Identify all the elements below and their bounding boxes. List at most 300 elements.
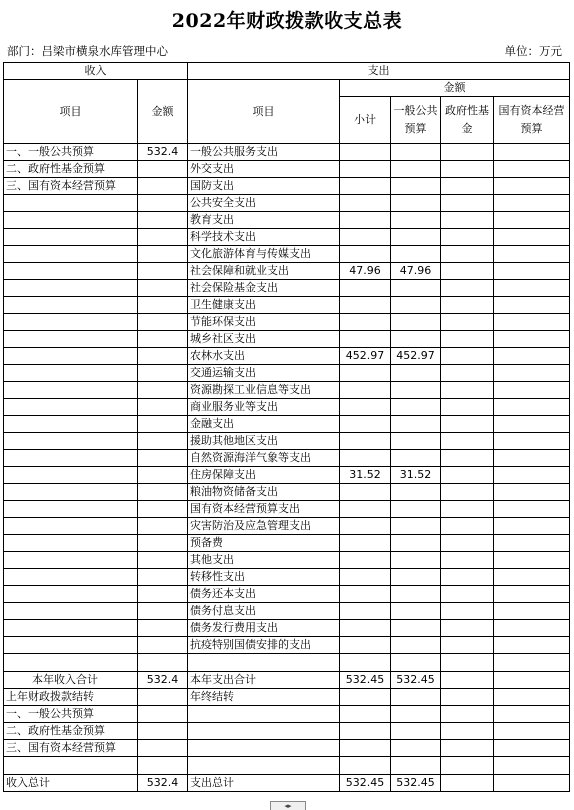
table-row (4, 178, 570, 195)
expense-general-cell (391, 195, 441, 212)
expense-subtotal-cell (340, 161, 391, 178)
income-amount-cell (138, 484, 188, 501)
income-item-cell (4, 518, 138, 535)
expense-general-cell (391, 603, 441, 620)
blank-cell (494, 689, 570, 706)
table-row (4, 433, 570, 450)
expense-capital-cell (494, 314, 570, 331)
expense-header: 支出 (188, 63, 570, 80)
blank-cell (441, 757, 494, 775)
expense-item-cell: 科学技术支出 (188, 229, 340, 246)
income-amount-cell (138, 535, 188, 552)
carryover-fund-row (4, 723, 570, 740)
blank-cell (494, 706, 570, 723)
expense-capital-cell (494, 569, 570, 586)
income-item-cell: 一、一般公共预算 (4, 144, 138, 161)
expense-item-header: 项目 (188, 80, 340, 144)
blank-cell (441, 672, 494, 689)
expense-fund-cell (441, 178, 494, 195)
expense-capital-cell (494, 620, 570, 637)
table-row (4, 365, 570, 382)
blank-cell (340, 654, 391, 672)
expense-item-cell: 一般公共服务支出 (188, 144, 340, 161)
expense-capital-cell (494, 297, 570, 314)
expense-subtotal-cell (340, 433, 391, 450)
income-amount-cell (138, 161, 188, 178)
income-amount-cell (138, 416, 188, 433)
income-amount-cell (138, 178, 188, 195)
income-item-cell (4, 467, 138, 484)
expense-subtotal-cell (340, 280, 391, 297)
table-row (4, 620, 570, 637)
expense-capital-cell (494, 535, 570, 552)
expense-general-cell (391, 280, 441, 297)
expense-fund-cell (441, 195, 494, 212)
expense-general-cell (391, 382, 441, 399)
expense-item-cell: 节能环保支出 (188, 314, 340, 331)
expense-item-cell: 其他支出 (188, 552, 340, 569)
expense-general-cell (391, 365, 441, 382)
carryover-capital-row (4, 740, 570, 757)
blank-cell (441, 775, 494, 792)
expense-fund-cell (441, 450, 494, 467)
blank-cell (138, 706, 188, 723)
expense-fund-cell (441, 586, 494, 603)
income-item-cell (4, 620, 138, 637)
grand-expense-subtotal-value: 532.45 (340, 775, 391, 792)
expense-item-cell: 交通运输支出 (188, 365, 340, 382)
blank-cell (188, 654, 340, 672)
expense-capital-cell (494, 603, 570, 620)
table-row (4, 195, 570, 212)
blank-cell (391, 654, 441, 672)
expense-fund-cell (441, 484, 494, 501)
income-item-cell (4, 195, 138, 212)
expense-subtotal-cell (340, 416, 391, 433)
expense-subtotal-cell: 31.52 (340, 467, 391, 484)
income-amount-cell (138, 433, 188, 450)
income-amount-cell (138, 450, 188, 467)
income-amount-cell (138, 382, 188, 399)
table-row (4, 314, 570, 331)
year-income-total-label: 本年收入合计 (4, 672, 138, 689)
income-item-cell (4, 246, 138, 263)
expense-general-cell (391, 331, 441, 348)
blank-cell (138, 689, 188, 706)
expense-item-cell: 文化旅游体育与传媒支出 (188, 246, 340, 263)
blank-cell (188, 706, 340, 723)
blank-cell (494, 723, 570, 740)
blank-cell (441, 740, 494, 757)
expense-fund-cell (441, 416, 494, 433)
amount-group-header: 金额 (340, 80, 570, 97)
expense-general-cell (391, 416, 441, 433)
income-amount-cell (138, 314, 188, 331)
expense-fund-cell (441, 314, 494, 331)
carryover-general-row (4, 706, 570, 723)
expense-fund-cell (441, 161, 494, 178)
expense-subtotal-cell (340, 195, 391, 212)
carryover-income-label: 上年财政拨款结转 (4, 689, 138, 706)
income-item-cell (4, 450, 138, 467)
expense-item-cell: 卫生健康支出 (188, 297, 340, 314)
expense-capital-cell (494, 450, 570, 467)
table-row (4, 399, 570, 416)
table-row (4, 144, 570, 161)
expense-fund-cell (441, 637, 494, 654)
income-item-cell (4, 331, 138, 348)
table-row (4, 586, 570, 603)
expense-capital-cell (494, 467, 570, 484)
expense-item-cell: 债务付息支出 (188, 603, 340, 620)
expense-item-cell: 资源勘探工业信息等支出 (188, 382, 340, 399)
expense-item-cell: 国有资本经营预算支出 (188, 501, 340, 518)
income-item-cell (4, 501, 138, 518)
expense-capital-cell (494, 178, 570, 195)
table-row (4, 535, 570, 552)
expense-item-cell: 转移性支出 (188, 569, 340, 586)
income-item-cell (4, 280, 138, 297)
blank-cell (441, 654, 494, 672)
expense-capital-cell (494, 382, 570, 399)
expense-item-cell: 外交支出 (188, 161, 340, 178)
expense-general-cell (391, 161, 441, 178)
expense-subtotal-cell: 452.97 (340, 348, 391, 365)
income-amount-cell: 532.4 (138, 144, 188, 161)
expense-subtotal-cell (340, 382, 391, 399)
sheet-scroll-tab[interactable]: ◂▸ (270, 801, 306, 810)
table-row (4, 229, 570, 246)
expense-subtotal-cell (340, 178, 391, 195)
expense-subtotal-cell (340, 552, 391, 569)
income-item-cell (4, 637, 138, 654)
blank-cell (441, 723, 494, 740)
table-row (4, 212, 570, 229)
blank-cell (391, 757, 441, 775)
table-row (4, 382, 570, 399)
expense-general-cell (391, 501, 441, 518)
expense-capital-cell (494, 501, 570, 518)
expense-fund-cell (441, 331, 494, 348)
table-row (4, 603, 570, 620)
income-amount-cell (138, 280, 188, 297)
expense-subtotal-cell (340, 484, 391, 501)
expense-subtotal-cell: 47.96 (340, 263, 391, 280)
expense-general-cell: 47.96 (391, 263, 441, 280)
carryover-general-label: 一、一般公共预算 (4, 706, 138, 723)
expense-fund-cell (441, 603, 494, 620)
year-expense-general-value: 532.45 (391, 672, 441, 689)
expense-item-cell: 金融支出 (188, 416, 340, 433)
expense-item-cell: 抗疫特别国债安排的支出 (188, 637, 340, 654)
expense-capital-cell (494, 246, 570, 263)
expense-general-cell (391, 246, 441, 263)
expense-item-cell: 粮油物资储备支出 (188, 484, 340, 501)
expense-subtotal-cell (340, 586, 391, 603)
budget-table (3, 62, 570, 792)
year-income-total-value: 532.4 (138, 672, 188, 689)
expense-item-cell: 公共安全支出 (188, 195, 340, 212)
income-amount-cell (138, 399, 188, 416)
gov-fund-header: 政府性基金 (441, 97, 494, 144)
blank-cell (138, 740, 188, 757)
blank-cell (188, 757, 340, 775)
expense-subtotal-cell (340, 569, 391, 586)
income-item-cell (4, 314, 138, 331)
income-item-cell (4, 586, 138, 603)
blank-cell (494, 672, 570, 689)
expense-fund-cell (441, 348, 494, 365)
expense-subtotal-cell (340, 331, 391, 348)
table-row (4, 484, 570, 501)
expense-capital-cell (494, 433, 570, 450)
blank-cell (340, 706, 391, 723)
expense-item-cell: 债务发行费用支出 (188, 620, 340, 637)
blank-cell (188, 723, 340, 740)
expense-item-cell: 社会保障和就业支出 (188, 263, 340, 280)
expense-fund-cell (441, 535, 494, 552)
blank-cell (441, 689, 494, 706)
expense-capital-cell (494, 212, 570, 229)
expense-item-cell: 商业服务业等支出 (188, 399, 340, 416)
expense-subtotal-cell (340, 501, 391, 518)
income-item-cell (4, 382, 138, 399)
carryover-capital-label: 三、国有资本经营预算 (4, 740, 138, 757)
blank-cell (340, 689, 391, 706)
expense-item-cell: 农林水支出 (188, 348, 340, 365)
income-amount-cell (138, 603, 188, 620)
blank-cell (138, 757, 188, 775)
subtotal-header: 小计 (340, 97, 391, 144)
expense-subtotal-cell (340, 212, 391, 229)
expense-general-cell (391, 637, 441, 654)
expense-capital-cell (494, 637, 570, 654)
expense-general-cell (391, 552, 441, 569)
table-row (4, 331, 570, 348)
expense-fund-cell (441, 552, 494, 569)
blank-cell (391, 723, 441, 740)
blank-cell (340, 757, 391, 775)
income-item-cell (4, 535, 138, 552)
income-amount-cell (138, 365, 188, 382)
income-amount-cell (138, 263, 188, 280)
blank-cell (340, 723, 391, 740)
expense-subtotal-cell (340, 620, 391, 637)
table-row (4, 569, 570, 586)
table-row (4, 348, 570, 365)
report-title: 2022年财政拨款收支总表 (171, 10, 403, 32)
expense-general-cell (391, 314, 441, 331)
expense-item-cell: 城乡社区支出 (188, 331, 340, 348)
table-row (4, 297, 570, 314)
expense-subtotal-cell (340, 535, 391, 552)
expense-capital-cell (494, 586, 570, 603)
blank-cell (188, 740, 340, 757)
expense-fund-cell (441, 280, 494, 297)
income-item-cell (4, 484, 138, 501)
expense-capital-cell (494, 229, 570, 246)
expense-capital-cell (494, 161, 570, 178)
expense-general-cell: 452.97 (391, 348, 441, 365)
income-amount-cell (138, 586, 188, 603)
expense-item-cell: 预备费 (188, 535, 340, 552)
expense-capital-cell (494, 263, 570, 280)
expense-item-cell: 住房保障支出 (188, 467, 340, 484)
expense-general-cell (391, 484, 441, 501)
expense-general-cell (391, 297, 441, 314)
table-row (4, 552, 570, 569)
table-row (4, 263, 570, 280)
expense-fund-cell (441, 501, 494, 518)
expense-item-cell: 援助其他地区支出 (188, 433, 340, 450)
income-amount-cell (138, 552, 188, 569)
expense-capital-cell (494, 416, 570, 433)
income-amount-cell (138, 212, 188, 229)
expense-capital-cell (494, 552, 570, 569)
expense-fund-cell (441, 263, 494, 280)
expense-capital-cell (494, 331, 570, 348)
expense-general-cell (391, 178, 441, 195)
expense-capital-cell (494, 144, 570, 161)
blank-cell (494, 654, 570, 672)
income-item-cell: 二、政府性基金预算 (4, 161, 138, 178)
state-capital-header: 国有资本经营预算 (494, 97, 570, 144)
blank-cell (4, 654, 138, 672)
expense-subtotal-cell (340, 518, 391, 535)
income-amount-header: 金额 (138, 80, 188, 144)
year-total-row (4, 672, 570, 689)
expense-general-cell (391, 229, 441, 246)
income-amount-cell (138, 195, 188, 212)
grand-total-row (4, 775, 570, 792)
table-row (4, 416, 570, 433)
blank-cell (138, 654, 188, 672)
income-item-cell (4, 212, 138, 229)
expense-fund-cell (441, 297, 494, 314)
table-row (4, 161, 570, 178)
expense-fund-cell (441, 433, 494, 450)
income-item-cell (4, 348, 138, 365)
expense-general-cell: 31.52 (391, 467, 441, 484)
income-item-cell (4, 365, 138, 382)
expense-general-cell (391, 144, 441, 161)
expense-capital-cell (494, 280, 570, 297)
expense-item-cell: 国防支出 (188, 178, 340, 195)
expense-subtotal-cell (340, 399, 391, 416)
expense-general-cell (391, 450, 441, 467)
expense-subtotal-cell (340, 144, 391, 161)
general-budget-header: 一般公共预算 (391, 97, 441, 144)
expense-subtotal-cell (340, 450, 391, 467)
expense-fund-cell (441, 620, 494, 637)
expense-general-cell (391, 212, 441, 229)
blank-cell (494, 740, 570, 757)
expense-fund-cell (441, 246, 494, 263)
department-label: 部门：吕梁市横泉水库管理中心 (7, 44, 168, 58)
expense-fund-cell (441, 382, 494, 399)
blank-cell (494, 757, 570, 775)
expense-capital-cell (494, 399, 570, 416)
income-amount-cell (138, 569, 188, 586)
blank-cell (4, 757, 138, 775)
grand-income-value: 532.4 (138, 775, 188, 792)
expense-subtotal-cell (340, 246, 391, 263)
year-expense-total-label: 本年支出合计 (188, 672, 340, 689)
table-row (4, 637, 570, 654)
carryover-row (4, 689, 570, 706)
expense-fund-cell (441, 518, 494, 535)
income-header: 收入 (4, 63, 188, 80)
expense-item-cell: 教育支出 (188, 212, 340, 229)
expense-fund-cell (441, 229, 494, 246)
table-row (4, 450, 570, 467)
expense-capital-cell (494, 518, 570, 535)
carryover-expense-label: 年终结转 (188, 689, 340, 706)
expense-general-cell (391, 433, 441, 450)
income-amount-cell (138, 331, 188, 348)
income-item-cell (4, 603, 138, 620)
expense-item-cell: 灾害防治及应急管理支出 (188, 518, 340, 535)
expense-subtotal-cell (340, 637, 391, 654)
blank-cell (494, 775, 570, 792)
unit-label: 单位：万元 (504, 44, 562, 58)
table-row (4, 467, 570, 484)
blank-cell (138, 723, 188, 740)
expense-general-cell (391, 569, 441, 586)
income-item-cell (4, 297, 138, 314)
blank-cell (340, 740, 391, 757)
expense-general-cell (391, 399, 441, 416)
expense-general-cell (391, 586, 441, 603)
grand-income-label: 收入总计 (4, 775, 138, 792)
expense-general-cell (391, 535, 441, 552)
expense-fund-cell (441, 569, 494, 586)
blank-cell (391, 706, 441, 723)
expense-subtotal-cell (340, 603, 391, 620)
income-item-cell (4, 263, 138, 280)
expense-capital-cell (494, 484, 570, 501)
income-amount-cell (138, 229, 188, 246)
expense-subtotal-cell (340, 229, 391, 246)
expense-subtotal-cell (340, 314, 391, 331)
grand-expense-label: 支出总计 (188, 775, 340, 792)
income-item-header: 项目 (4, 80, 138, 144)
table-row (4, 518, 570, 535)
income-item-cell (4, 416, 138, 433)
expense-capital-cell (494, 365, 570, 382)
income-item-cell: 三、国有资本经营预算 (4, 178, 138, 195)
expense-general-cell (391, 620, 441, 637)
table-row (4, 501, 570, 518)
grand-expense-general-value: 532.45 (391, 775, 441, 792)
expense-fund-cell (441, 144, 494, 161)
expense-fund-cell (441, 365, 494, 382)
income-amount-cell (138, 518, 188, 535)
expense-subtotal-cell (340, 365, 391, 382)
income-item-cell (4, 552, 138, 569)
carryover-fund-label: 二、政府性基金预算 (4, 723, 138, 740)
income-amount-cell (138, 501, 188, 518)
income-amount-cell (138, 637, 188, 654)
income-amount-cell (138, 467, 188, 484)
income-item-cell (4, 229, 138, 246)
expense-fund-cell (441, 399, 494, 416)
income-amount-cell (138, 348, 188, 365)
expense-item-cell: 社会保险基金支出 (188, 280, 340, 297)
expense-general-cell (391, 518, 441, 535)
income-amount-cell (138, 620, 188, 637)
expense-capital-cell (494, 195, 570, 212)
